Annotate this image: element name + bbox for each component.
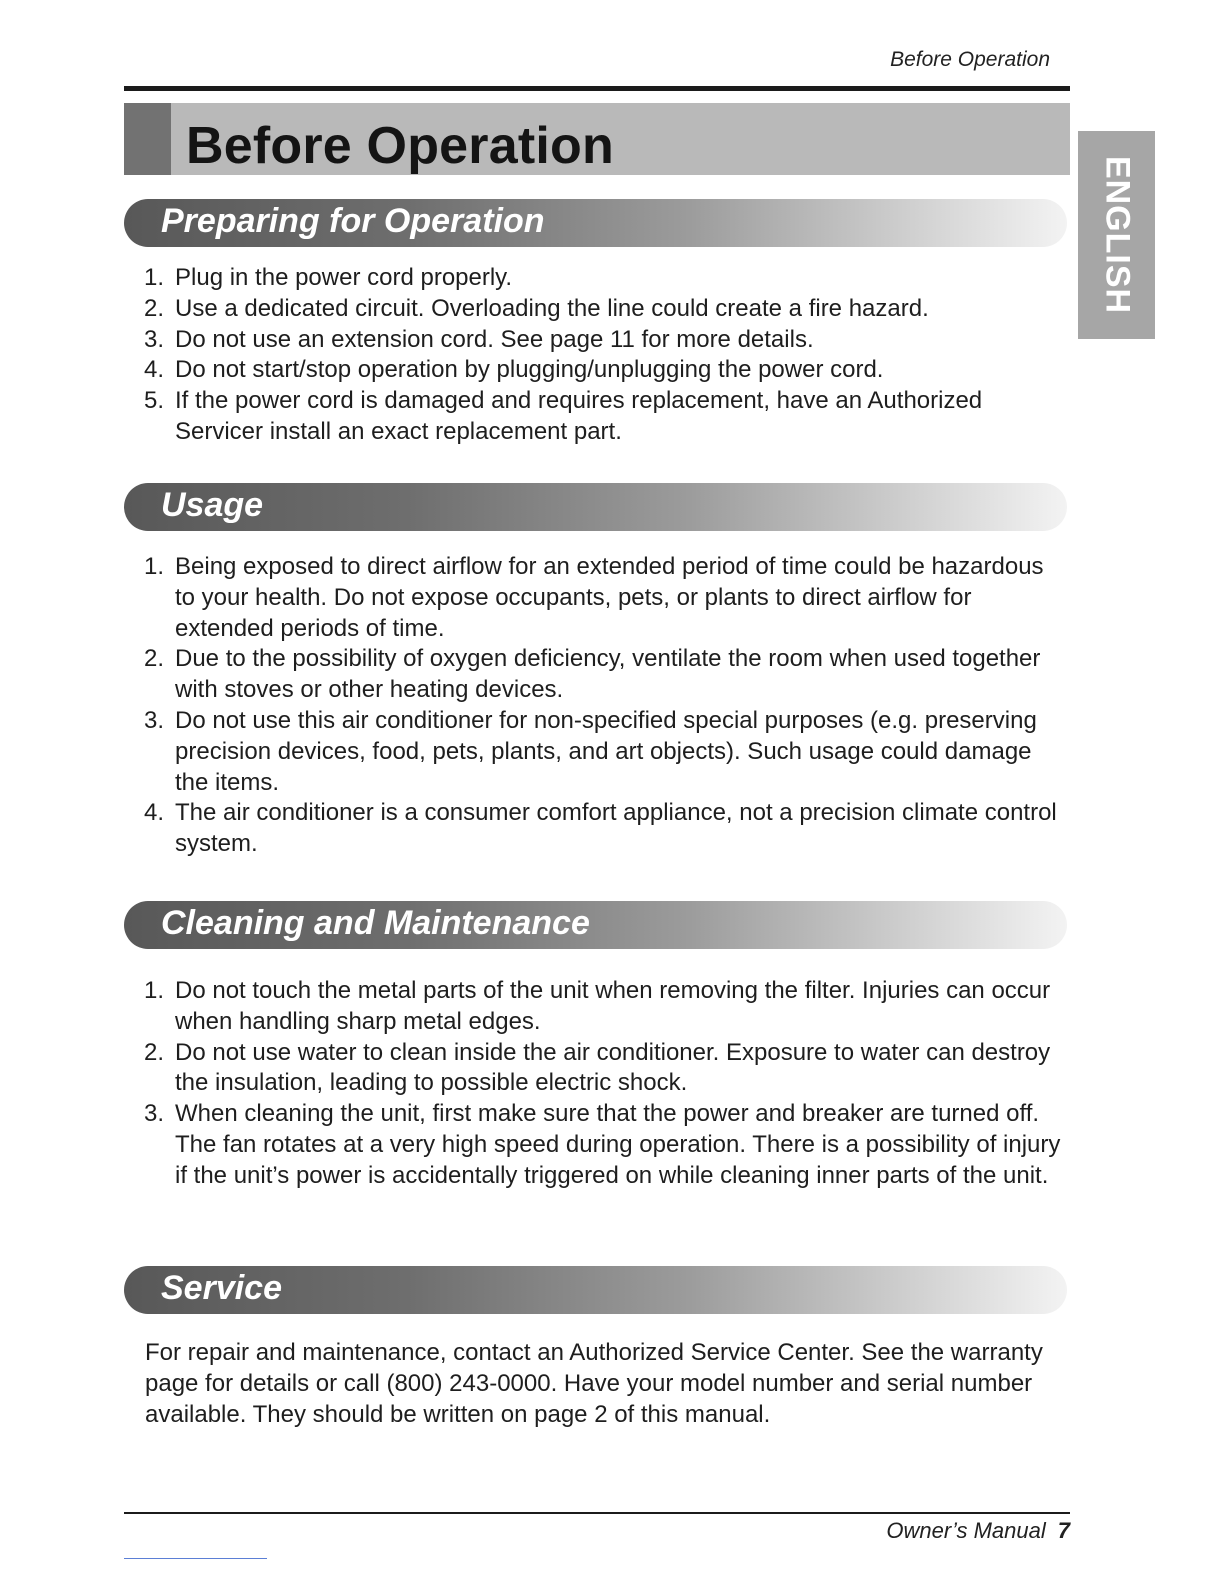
section-header-preparing <box>124 199 1067 247</box>
footer-link-underline <box>124 1558 267 1559</box>
page-title: Before Operation <box>186 117 614 175</box>
item-number: 1. <box>144 977 165 1004</box>
item-number: 5. <box>144 387 165 415</box>
top-rule <box>124 86 1070 91</box>
item-text: Being exposed to direct airflow for an extended period of time could be hazardous to your health. Do not expose occupants, pets, or plants to direct airflow for extended periods of time. <box>175 553 1044 642</box>
service-paragraph: For repair and maintenance, contact an Authorized Service Center. See the warranty page for details or call (800) 243-0000. Have your model number and serial number available. They should be written on page 2 of this manual. <box>145 1339 1043 1428</box>
item-text: Do not start/stop operation by plugging/unplugging the power cord. <box>175 356 884 384</box>
list-item <box>144 1099 1069 1191</box>
cleaning-list <box>144 976 1069 1192</box>
item-text: Use a dedicated circuit. Overloading the line could create a fire hazard. <box>175 294 929 322</box>
bottom-rule <box>124 1512 1070 1514</box>
item-text: Do not use water to clean inside the air conditioner. Exposure to water can destroy the insulation, leading to possible electric shock. <box>175 1038 1051 1097</box>
item-text: The air conditioner is a consumer comfort appliance, not a precision climate control system. <box>175 799 1057 858</box>
list-item <box>144 1038 1069 1100</box>
item-number: 4. <box>144 356 165 384</box>
list-item <box>144 976 1069 1038</box>
list-item <box>144 552 1059 644</box>
list-item <box>144 355 1049 386</box>
item-number: 2. <box>144 294 165 322</box>
section-heading: Service <box>161 1269 282 1307</box>
page-number: 7 <box>1057 1518 1070 1543</box>
language-tab-label: ENGLISH <box>1098 155 1136 315</box>
item-text: Do not use this air conditioner for non-specified special purposes (e.g. preserving precision devices, food, pets, plants, and art objects). Such usage could damage the items. <box>175 706 1037 796</box>
item-number: 2. <box>144 645 165 673</box>
item-text: When cleaning the unit, first make sure that the power and breaker are turned off. The fan rotates at a very high speed during operation. There is a possibility of injury if the unit’s power is accidentally triggered on while cleaning inner parts of the unit. <box>175 1100 1061 1189</box>
item-text: If the power cord is damaged and requires replacement, have an Authorized Servicer install an exact replacement part. <box>175 387 983 445</box>
item-number: 3. <box>144 1100 165 1128</box>
item-text: Do not touch the metal parts of the unit when removing the filter. Injuries can occur when handling sharp metal edges. <box>175 977 1051 1035</box>
footer-label: Owner’s Manual <box>886 1518 1046 1543</box>
item-number: 3. <box>144 706 165 734</box>
list-item <box>144 706 1059 798</box>
section-header-usage <box>124 483 1067 531</box>
item-text: Due to the possibility of oxygen deficiency, ventilate the room when used together with stoves or other heating devices. <box>175 645 1041 704</box>
list-item <box>144 386 1049 448</box>
list-item <box>144 263 1049 294</box>
item-number: 4. <box>144 799 165 827</box>
section-header-cleaning <box>124 901 1067 949</box>
list-item <box>144 294 1049 325</box>
section-heading: Preparing for Operation <box>161 202 545 240</box>
section-header-service <box>124 1266 1067 1314</box>
preparing-list <box>144 263 1049 448</box>
list-item <box>144 325 1049 356</box>
item-number: 1. <box>144 553 165 580</box>
item-number: 3. <box>144 325 165 353</box>
page-footer <box>886 1518 1070 1544</box>
title-accent-block <box>124 103 171 175</box>
title-bar <box>124 103 1070 175</box>
section-heading: Usage <box>161 486 264 524</box>
item-text: Do not use an extension cord. See page 11 for more details. <box>175 325 814 353</box>
usage-list <box>144 552 1059 860</box>
item-text: Plug in the power cord properly. <box>175 264 513 291</box>
item-number: 1. <box>144 264 165 291</box>
language-tab <box>1078 131 1155 339</box>
list-item <box>144 644 1059 706</box>
item-number: 2. <box>144 1038 165 1066</box>
list-item <box>144 798 1059 860</box>
running-head: Before Operation <box>890 48 1050 71</box>
section-heading: Cleaning and Maintenance <box>161 904 590 942</box>
